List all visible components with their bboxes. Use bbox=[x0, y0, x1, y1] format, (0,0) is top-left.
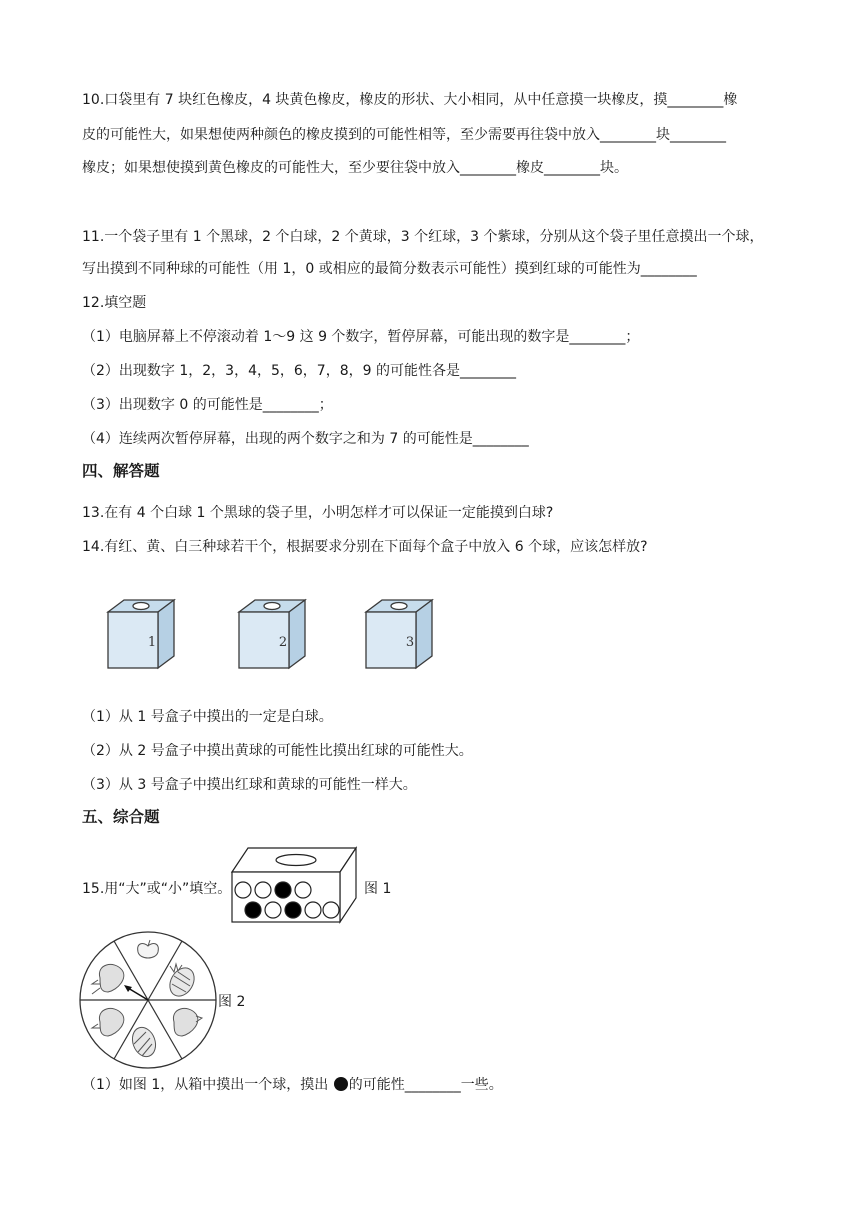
section5-heading: 五、综合题 bbox=[82, 808, 160, 826]
white-ball bbox=[235, 882, 251, 898]
box-1 bbox=[108, 600, 174, 668]
q10-line2: 皮的可能性大，如果想使两种颜色的橡皮摸到的可能性相等，至少需要再往袋中放入________块________ bbox=[82, 127, 726, 143]
q15-figure2-spinner bbox=[78, 930, 218, 1070]
figure2-label: 图 2 bbox=[218, 994, 246, 1010]
q11-line2: 写出摸到不同种球的可能性（用 1，0 或相应的最简分数表示可能性）摸到红球的可能性为________ bbox=[82, 261, 697, 277]
q14-item-2: （2）从 2 号盒子中摸出黄球的可能性比摸出红球的可能性大。 bbox=[82, 743, 473, 759]
black-ball bbox=[245, 902, 261, 918]
white-ball bbox=[305, 902, 321, 918]
q10-line1: 10.口袋里有 7 块红色橡皮，4 块黄色橡皮，橡皮的形状、大小相同，从中任意摸一块橡皮，摸________橡 bbox=[82, 92, 738, 108]
q14-boxes-figure bbox=[104, 598, 464, 682]
q15-item1-suffix: 的可能性________一些。 bbox=[348, 1077, 503, 1093]
box-3-label: 3 bbox=[405, 635, 415, 650]
q12-item-1: （1）电脑屏幕上不停滚动着 1～9 这 9 个数字，暂停屏幕，可能出现的数字是________； bbox=[82, 329, 640, 345]
white-ball bbox=[265, 902, 281, 918]
black-ball bbox=[275, 882, 291, 898]
q15-text: 15.用“大”或“小”填空。 bbox=[82, 881, 232, 897]
box-3 bbox=[366, 600, 432, 668]
white-ball bbox=[323, 902, 339, 918]
q15-figure1-ball-box bbox=[230, 846, 360, 924]
q14-item-3: （3）从 3 号盒子中摸出红球和黄球的可能性一样大。 bbox=[82, 777, 417, 793]
black-ball-icon bbox=[334, 1077, 348, 1091]
white-ball bbox=[255, 882, 271, 898]
q11-line1: 11.一个袋子里有 1 个黑球，2 个白球，2 个黄球，3 个红球，3 个紫球，分别从这个袋子里任意摸出一个球， bbox=[82, 229, 764, 245]
q15-item-1 bbox=[82, 1075, 503, 1095]
q10-line3: 橡皮；如果想使摸到黄色橡皮的可能性大，至少要往袋中放入________橡皮________块。 bbox=[82, 160, 628, 176]
black-ball bbox=[285, 902, 301, 918]
box-1-label: 1 bbox=[147, 635, 157, 650]
q12-item-3: （3）出现数字 0 的可能性是________； bbox=[82, 397, 333, 413]
q13-text: 13.在有 4 个白球 1 个黑球的袋子里，小明怎样才可以保证一定能摸到白球? bbox=[82, 505, 554, 521]
section4-heading: 四、解答题 bbox=[82, 462, 160, 480]
box-2 bbox=[239, 600, 305, 668]
box-2-label: 2 bbox=[278, 635, 288, 650]
q15-item1-prefix: （1）如图 1，从箱中摸出一个球，摸出 bbox=[82, 1077, 333, 1093]
q12-item-4: （4）连续两次暂停屏幕，出现的两个数字之和为 7 的可能性是________ bbox=[82, 431, 529, 447]
q14-item-1: （1）从 1 号盒子中摸出的一定是白球。 bbox=[82, 709, 333, 725]
q12-item-2: （2）出现数字 1，2，3，4，5，6，7，8，9 的可能性各是________ bbox=[82, 363, 516, 379]
white-ball bbox=[295, 882, 311, 898]
q12-title: 12.填空题 bbox=[82, 295, 147, 311]
figure1-label: 图 1 bbox=[364, 881, 392, 897]
q14-text: 14.有红、黄、白三种球若干个，根据要求分别在下面每个盒子中放入 6 个球，应该怎样放? bbox=[82, 539, 648, 555]
